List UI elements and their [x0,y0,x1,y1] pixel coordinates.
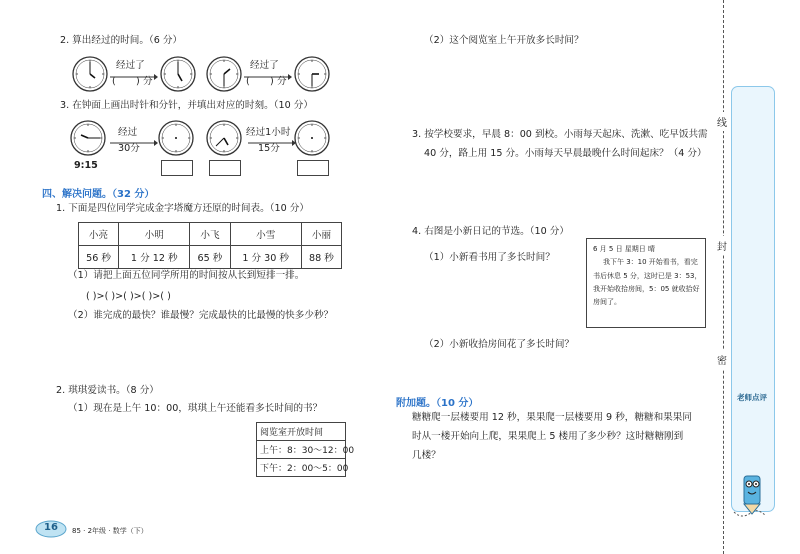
reading-room-am: 上午：8：30～12：00 [257,441,345,459]
q2-paren-close-1: ) [136,76,140,87]
q2-unit-2: 分 [277,76,287,87]
answer-box[interactable] [297,160,329,176]
q3-amount-1: 30分 [118,143,140,154]
table-cell: 小飞 [190,223,230,246]
diary-line: 我开始收拾房间，5：05 就收拾好 [593,284,700,293]
problem-3-line-1: 3. 按学校要求，早晨 8：00 到校。小雨每天起床、洗漱、吃早饭共需 [412,129,708,140]
question-3-heading: 3. 在钟面上画出时针和分针，并填出对应的时刻。（10 分） [60,100,313,111]
teacher-comment-label: 老师点评 [737,393,767,402]
q2-paren-close-2: ) [270,76,274,87]
reading-room-title: 阅览室开放时间 [257,423,345,441]
diary-excerpt [586,238,706,328]
bonus-heading: 附加题。（10 分） [396,398,479,409]
diary-line: 房间了。 [593,298,621,307]
sort-blanks[interactable]: ( )>( )>( )>( )>( ) [86,291,171,302]
teacher-comment-box [731,86,775,512]
question-2-heading: 2. 算出经过的时间。（6 分） [60,35,183,46]
problem-1-heading: 1. 下面是四位同学完成金字塔魔方还原的时间表。（10 分） [56,203,309,214]
table-row [79,223,342,246]
table-cell: 1 分 30 秒 [230,246,301,269]
problem-4-sub-1: （1）小新看书用了多长时间？ [424,252,555,263]
q2-paren-open-1: ( [112,76,116,87]
clock-icon [72,56,108,92]
table-cell: 1 分 12 秒 [119,246,190,269]
section-4-heading: 四、解决问题。（32 分） [42,189,155,200]
margin-char-mi: 密 [717,350,727,369]
diary-line: 书后休息 5 分，这时已是 3：53， [593,271,702,280]
margin-char-xian: 线 [717,112,727,131]
table-cell: 65 秒 [190,246,230,269]
diary-line: 我下午 3：10 开始看书，看完 [603,258,698,267]
answer-box[interactable] [209,160,241,176]
problem-2-heading: 2. 琪琪爱读书。（8 分） [56,385,159,396]
clock-icon [206,56,242,92]
q3-start-time: 9:15 [74,160,98,171]
table-cell: 56 秒 [79,246,119,269]
footer-text: 85 · 2年级 · 数学（下） [72,527,148,535]
table-cell: 88 秒 [301,246,341,269]
reading-room-hours-box [256,422,355,477]
table-row [79,246,342,269]
problem-4-sub-2: （2）小新收拾房间花了多长时间？ [424,339,575,350]
binding-line [723,0,724,554]
bonus-line-1: 糖糖爬一层楼要用 12 秒，果果爬一层楼要用 9 秒，糖糖和果果同 [412,412,692,423]
q3-label-2: 经过1小时 [246,127,291,138]
q3-amount-2: 15分 [258,143,280,154]
table-cell: 小雪 [230,223,301,246]
problem-1-sub-1: （1）请把上面五位同学所用的时间按从长到短排一排。 [68,270,305,281]
q2-label-2: 经过了 [250,60,279,71]
pencil-mascot-icon [728,468,776,524]
page-number: 16 [44,522,58,533]
clock-icon [294,120,330,156]
bonus-line-2: 时从一楼开始向上爬，果果爬上 5 楼用了多少秒？这时糖糖刚到 [412,431,684,442]
diary-header: 6 月 5 日 星期日 晴 [593,245,656,253]
clock-icon [158,120,194,156]
q3-label-1: 经过 [118,127,138,138]
margin-char-feng: 封 [717,236,727,255]
problem-4-heading: 4. 右图是小新日记的节选。（10 分） [412,226,569,237]
clock-icon [70,120,106,156]
problem-2-sub-1: （1）现在是上午 10：00，琪琪上午还能看多长时间的书？ [68,403,323,414]
page-number-badge [34,518,68,538]
q2-unit-1: 分 [143,76,153,87]
table-cell: 小丽 [301,223,341,246]
clock-icon [206,120,242,156]
bonus-line-3: 几楼？ [412,450,441,461]
clock-icon [160,56,196,92]
problem-1-sub-2: （2）谁完成的最快？谁最慢？完成最快的比最慢的快多少秒？ [68,310,334,321]
problem-3-line-2: 40 分，路上用 15 分。小雨每天早晨最晚什么时间起床？（4 分） [424,148,707,159]
answer-box[interactable] [161,160,193,176]
reading-room-pm: 下午：2：00～5：00 [260,464,349,474]
problem-2-sub-2: （2）这个阅览室上午开放多长时间？ [424,35,584,46]
q2-label-1: 经过了 [116,60,145,71]
table-cell: 小明 [119,223,190,246]
clock-icon [294,56,330,92]
table-cell: 小亮 [79,223,119,246]
times-table [78,222,342,269]
q2-paren-open-2: ( [246,76,250,87]
